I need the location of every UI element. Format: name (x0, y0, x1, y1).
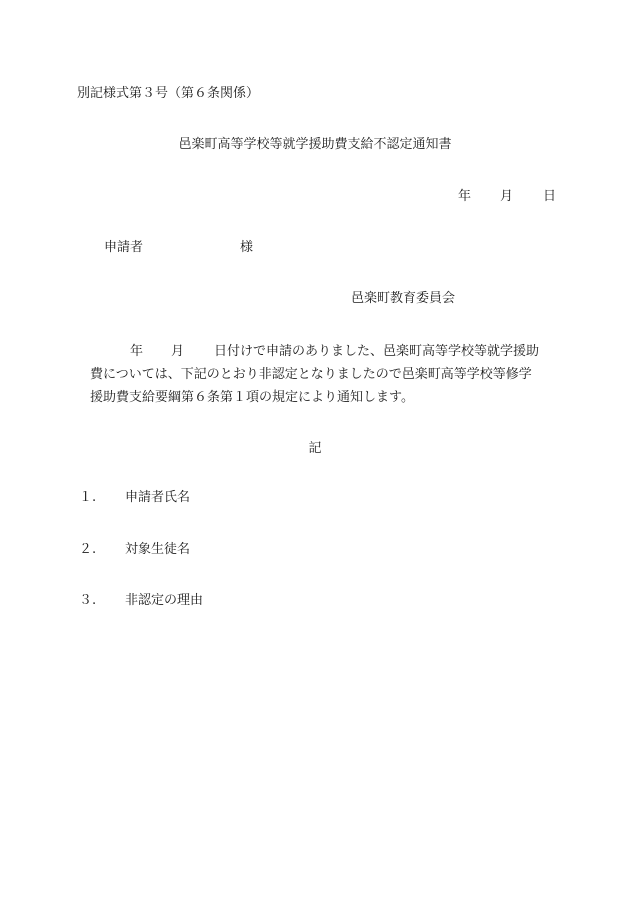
applicant-label: 申請者 (104, 240, 144, 255)
item-number: ３. (79, 593, 97, 608)
item-label: 対象生徒名 (125, 542, 191, 557)
form-number: 別記様式第３号（第６条関係） (77, 86, 260, 101)
date-year-label: 年 (458, 189, 472, 204)
body-year-label: 年 (130, 344, 144, 359)
item-number: ２. (79, 542, 97, 557)
document-title: 邑楽町高等学校等就学援助費支給不認定通知書 (178, 137, 452, 152)
item-label: 申請者氏名 (125, 490, 191, 505)
issuer-name: 邑楽町教育委員会 (351, 291, 456, 306)
item-label: 非認定の理由 (125, 593, 204, 608)
notice-body-line-3: 援助費支給要綱第６条第１項の規定により通知します。 (90, 390, 414, 405)
applicant-honorific: 様 (240, 240, 254, 255)
date-month-label: 月 (500, 189, 514, 204)
notice-body (90, 340, 539, 409)
notice-body-line-1 (90, 340, 539, 363)
body-month-label: 月 (171, 344, 185, 359)
item-number: １. (79, 490, 97, 505)
ki-heading: 記 (308, 441, 322, 456)
notice-body-line-2: 費については、下記のとおり非認定となりましたので邑楽町高等学校等修学 (90, 367, 532, 382)
date-day-label: 日 (543, 189, 557, 204)
body-line1-text: 日付けで申請のありました、邑楽町高等学校等就学援助 (214, 344, 540, 359)
